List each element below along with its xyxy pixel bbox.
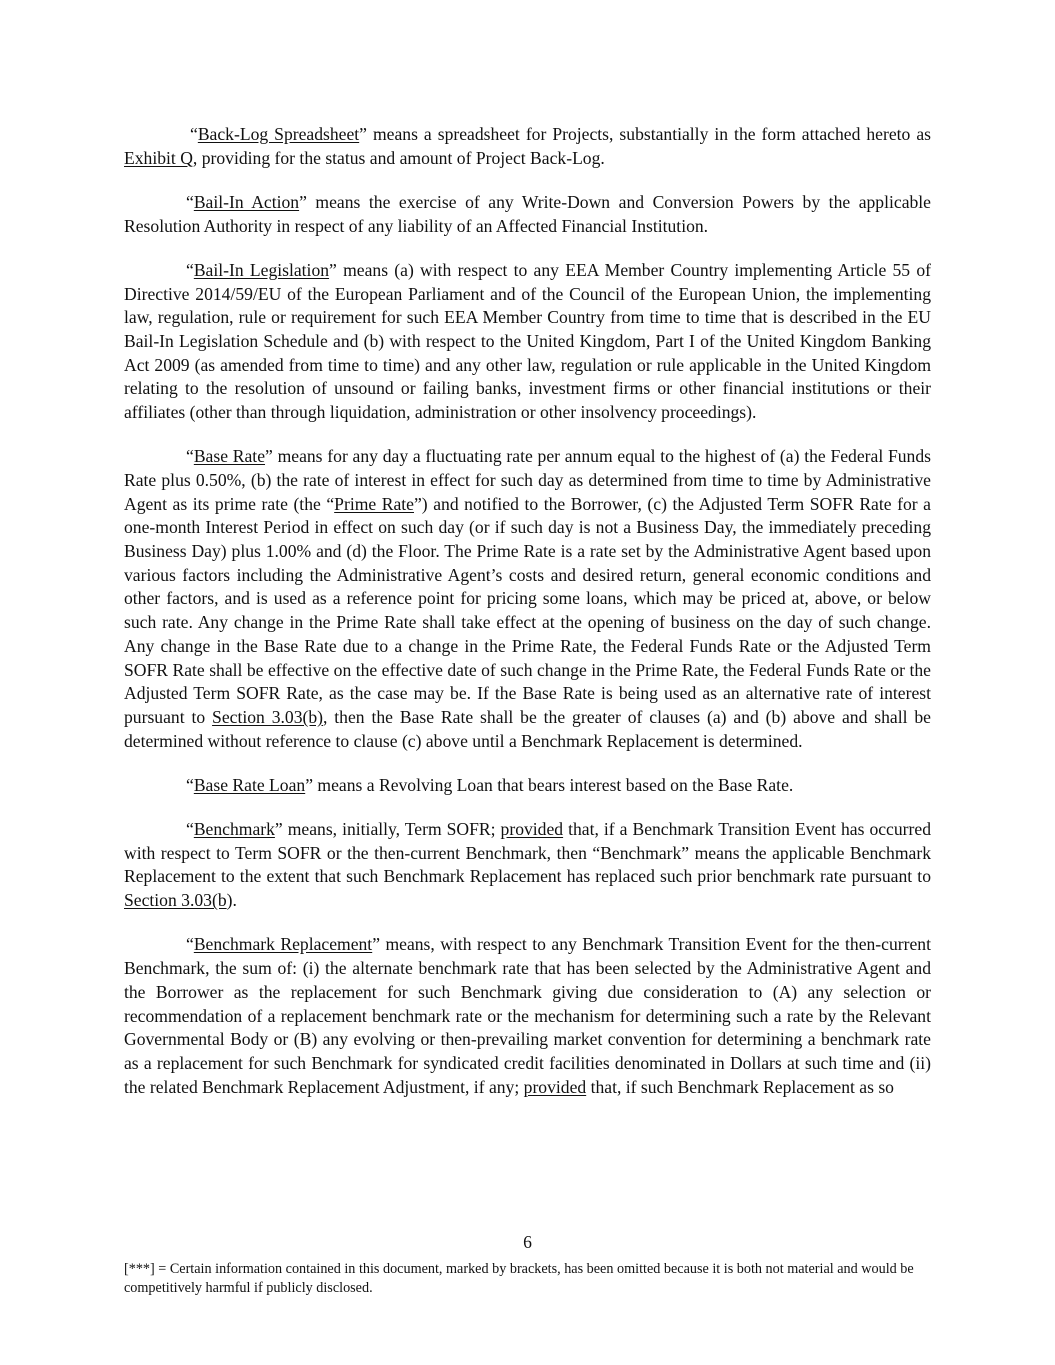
defined-term: Section 3.03(b) — [212, 706, 324, 727]
definition-bail-in-legislation — [124, 259, 931, 425]
definition-text: “ — [186, 259, 194, 280]
definition-text: “ — [186, 934, 194, 955]
definition-benchmark — [124, 818, 931, 913]
defined-term: Prime Rate — [334, 493, 414, 514]
defined-term: Bail-In Action — [193, 191, 300, 212]
defined-term: provided — [500, 819, 564, 840]
definition-text: ” means the exercise of any Write-Down and Conversion Powers by the applicable Resolution Authority in respect of any liability of an Affected Financial Institution. — [124, 191, 931, 236]
definition-text: “ — [186, 819, 194, 840]
defined-term: provided — [523, 1076, 587, 1097]
definition-text: “ — [186, 191, 194, 212]
definition-text: ” means, with respect to any Benchmark Transition Event for the then-current Benchmark, the sum of: (i) the alternate benchmark rate that has been selected by the Administrative Agent and the Borrower as the replacement for such Benchmark giving due consideration to (A) any selection or recommendation of a replacement benchmark rate or the mechanism for determining such a rate by the Relevant Governmental Body or (B) any evolving or then-prevailing market convention for determining a benchmark rate as a replacement for such Benchmark for syndicated credit facilities denominated in Dollars at such time and (ii) the related Benchmark Replacement Adjustment, if any; — [124, 934, 931, 1097]
definition-text: that, if a Benchmark Transition Event has occurred with respect to Term SOFR or the then-current Benchmark, then “Benchmark” means the applicable Benchmark Replacement to the extent that such Benchmark Replacement has replaced such prior benchmark rate pursuant to — [124, 819, 931, 887]
definition-base-rate — [124, 445, 931, 753]
definition-text: ” means, initially, Term SOFR; — [274, 819, 501, 840]
definition-base-rate-loan — [124, 774, 931, 798]
document-body — [124, 123, 931, 1120]
definition-benchmark-replacement — [124, 933, 931, 1099]
definition-bail-in-action — [124, 191, 931, 238]
defined-term: Base Rate — [193, 446, 266, 467]
definition-text: , then the Base Rate shall be the greater of clauses (a) and (b) above and shall be determined without reference to clause (c) above until a Benchmark Replacement is determined. — [124, 706, 931, 751]
defined-term: Bail-In Legislation — [193, 259, 330, 280]
definition-text: “ — [186, 774, 194, 795]
definition-text: , providing for the status and amount of Project Back-Log. — [192, 147, 605, 168]
definition-text: “ — [190, 124, 198, 144]
footnote: [***] = Certain information contained in this document, marked by brackets, has been omitted because it is both not material and would be competitively harmful if publicly disclosed. — [124, 1261, 914, 1296]
definition-back-log-spreadsheet — [124, 123, 931, 170]
definition-text: ” means for any day a fluctuating rate per annum equal to the highest of (a) the Federal Funds Rate plus 0.50%, (b) the rate of interest in effect for such day as determined from time to time by Administrative Agent as its prime rate (the “ — [124, 446, 931, 514]
definition-text: ”) and notified to the Borrower, (c) the Adjusted Term SOFR Rate for a one-month Interest Period in effect on such day (or if such day is not a Business Day, the immediately preceding Business Day) plus 1.00% and (d) the Floor. The Prime Rate is a rate set by the Administrative Agent based upon various factors including the Administrative Agent’s costs and desired return, general economic conditions and other factors, and is used as a reference point for pricing some loans, which may be priced at, above, or below such rate. Any change in the Prime Rate shall take effect at the opening of business on the day of such change. Any change in the Base Rate due to a change in the Prime Rate, the Federal Funds Rate or the Adjusted Term SOFR Rate shall be effective on the effective date of such change in the Prime Rate, the Federal Funds Rate or the Adjusted Term SOFR Rate, as the case may be. If the Base Rate is being used as an alternative rate of interest pursuant to — [124, 493, 931, 727]
defined-term: Back-Log Spreadsheet — [197, 124, 360, 144]
definition-text: ” means (a) with respect to any EEA Member Country implementing Article 55 of Directive 2014/59/EU of the European Parliament and of the Council of the European Union, the implementing law, regulation, rule or requirement for such EEA Member Country from time to time that is described in the EU Bail-In Legislation Schedule and (b) with respect to the United Kingdom, Part I of the United Kingdom Banking Act 2009 (as amended from time to time) and any other law, regulation or rule applicable in the United Kingdom relating to the resolution of unsound or failing banks, investment firms or other financial institutions or their affiliates (other than through liquidation, administration or other insolvency proceedings). — [124, 259, 931, 423]
defined-term: Exhibit Q — [124, 147, 193, 168]
definition-text: ” means a spreadsheet for Projects, substantially in the form attached hereto as — [359, 124, 931, 144]
defined-term: Base Rate Loan — [193, 774, 306, 795]
definition-text: ” means a Revolving Loan that bears interest based on the Base Rate. — [305, 774, 794, 795]
definition-text: “ — [186, 446, 194, 467]
page-number: 6 — [523, 1232, 532, 1252]
definition-text: ). — [226, 890, 237, 911]
definition-text: that, if such Benchmark Replacement as so — [586, 1076, 894, 1097]
defined-term: Benchmark — [193, 819, 275, 840]
defined-term: Benchmark Replacement — [193, 934, 373, 955]
defined-term: Section 3.03(b — [124, 890, 227, 911]
